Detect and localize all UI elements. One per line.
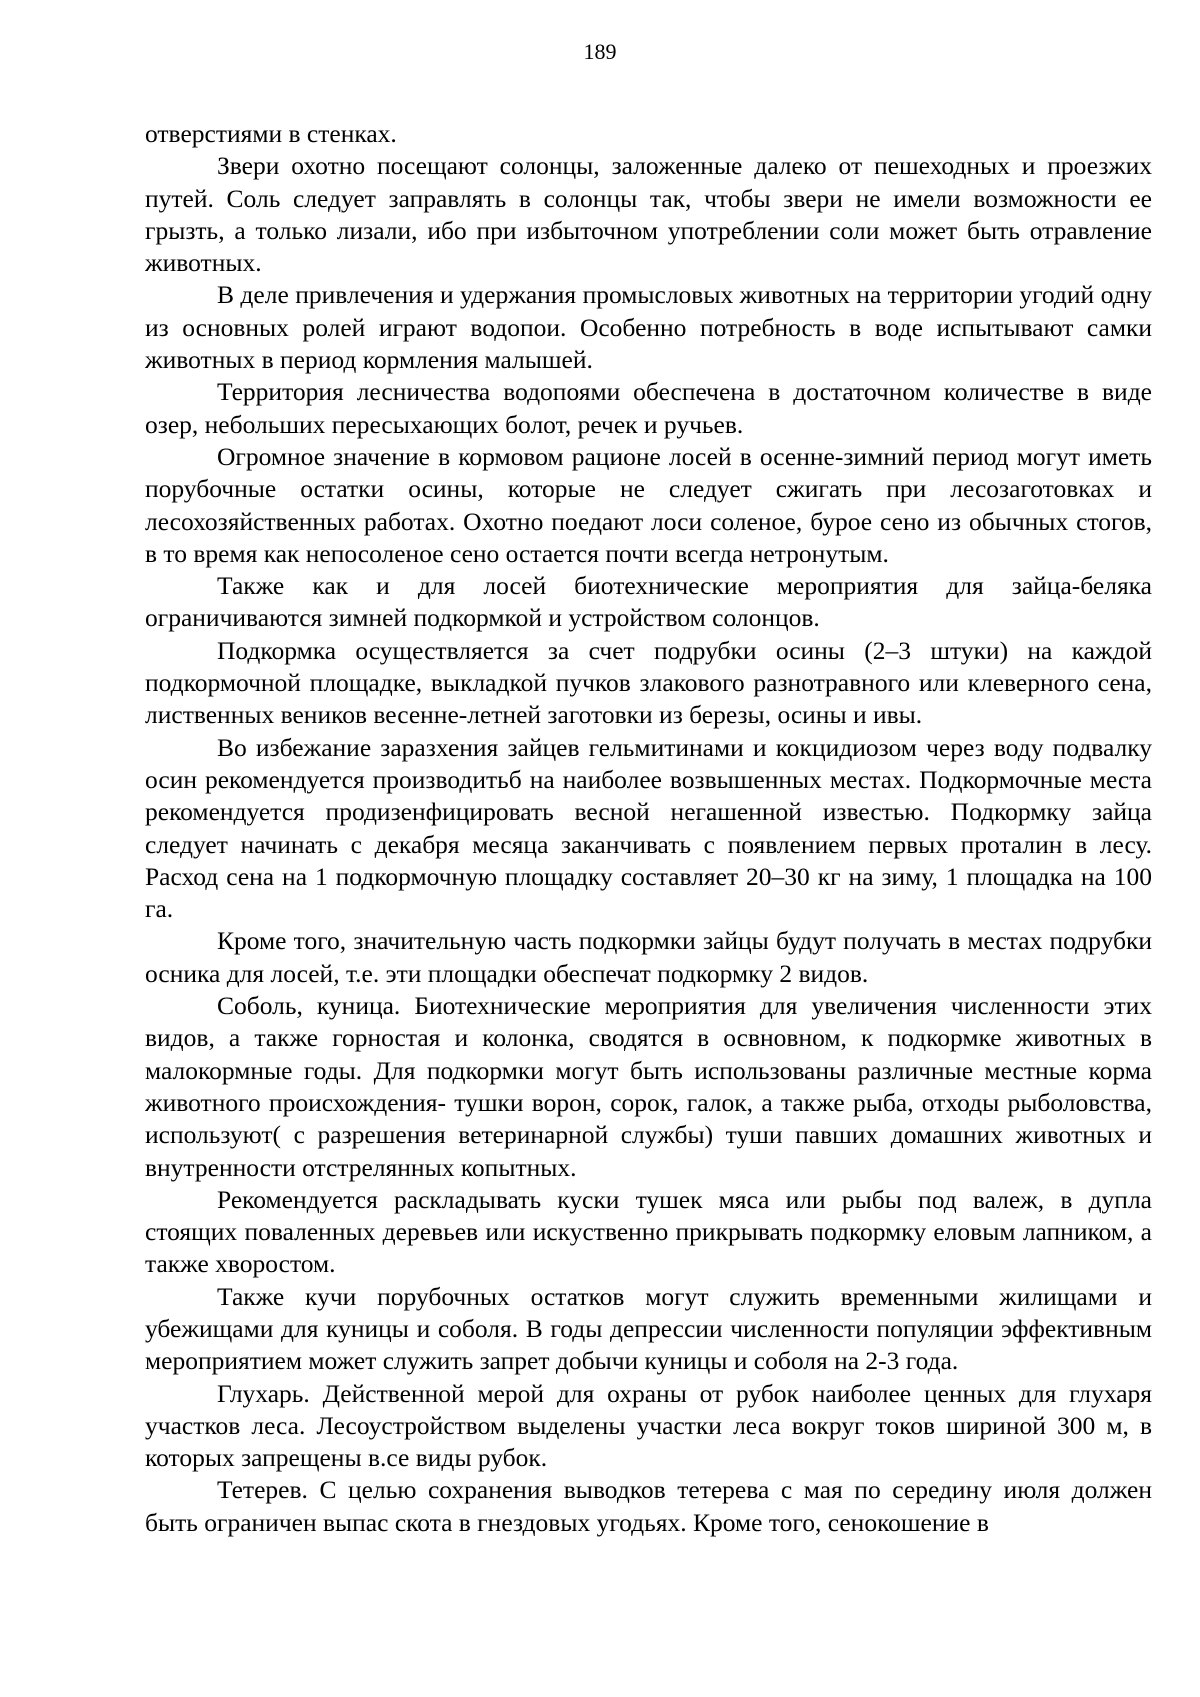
paragraph-black-grouse: Тетерев. С целью сохранения выводков тетерева с мая по середину июля должен быть ограничен выпас скота в гнездовых угодьях. Кроме того, сенокошение в — [145, 1475, 1152, 1537]
paragraph-carcass-placement: Рекомендуется раскладывать куски тушек мяса или рыбы под валеж, в дупла стоящих поваленных деревьев или искуственно прикрывать подкормку еловым лапником, а также хворостом. — [145, 1184, 1152, 1279]
paragraph-moose-feeding: Огромное значение в кормовом рационе лосей в осенне-зимний период могут иметь порубочные остатки осины, которые не следует сжигать при лесозаготовках и лесохозяйственных работах. Охотно поедают лоси соленое, бурое сено из обычных стогов, в то время как непосоленое сено остается почти всегда нетронутым. — [145, 441, 1152, 568]
paragraph-hare-measures: Также как и для лосей биотехнические мероприятия для зайца-беляка ограничиваются зимней подкормкой и устройством солонцов. — [145, 571, 1152, 633]
page-number: 189 — [583, 39, 617, 64]
paragraph-capercaillie: Глухарь. Действенной мерой для охраны от рубок наиболее ценных для глухаря участков леса. Лесоустройством выделены участки леса вокруг токов шириной 300 м, в которых запрещены в.се виды рубок. — [145, 1378, 1152, 1473]
paragraph-continuation: отверстиями в стенках. — [145, 119, 397, 148]
paragraph-sable-marten: Соболь, куница. Биотехнические мероприятия для увеличения численности этих видов, а также горностая и колонка, сводятся в освновном, к подкормке животных в малокормные годы. Для подкормки могут быть использованы различные местные корма животного происхождения- тушки ворон, сорок, галок, а также рыба, отходы рыболовства, используют( с разрешения ветеринарной службы) туши павших домашних животных и внутренности отстрелянных копытных. — [145, 991, 1152, 1182]
paragraph-salt-licks: Звери охотно посещают солонцы, заложенные далеко от пешеходных и проезжих путей. Соль следует заправлять в солонцы так, чтобы звери не имели возможности ее грызть, а только лизали, ибо при избыточном употреблении соли может быть отравление животных. — [145, 151, 1152, 278]
paragraph-forestry-water-supply: Территория лесничества водопоями обеспечена в достаточном количестве в виде озер, небольших пересыхающих болот, речек и ручьев. — [145, 377, 1152, 439]
paragraph-watering-places: В деле привлечения и удержания промысловых животных на территории угодий одну из основных ролей играют водопои. Особенно потребность в воде испытывают самки животных в период кормления малышей. — [145, 280, 1152, 375]
paragraph-shelters: Также кучи порубочных остатков могут служить временными жилищами и убежищами для куницы и соболя. В годы депрессии численности популяции эффективным мероприятием может служить запрет добычи куницы и соболя на 2-3 года. — [145, 1281, 1152, 1376]
paragraph-infection-prevention: Во избежание заразхения зайцев гельмитинами и кокцидиозом через воду подвалку осин рекомендуется производитьб на наиболее возвышенных местах. Подкормочные места рекомендуется продизенфицировать весной негашенной известью. Подкормку зайца следует начинать с декабря месяца заканчивать с появлением первых проталин в лесу. Расход сена на 1 подкормочную площадку составляет 20–30 кг на зиму, 1 площадка на 100 га. — [145, 732, 1152, 924]
paragraph-additional-feeding: Кроме того, значительную часть подкормки зайцы будут получать в местах подрубки осника для лосей, т.е. эти площадки обеспечат подкормку 2 видов. — [145, 926, 1152, 988]
paragraph-feeding-supply: Подкормка осуществляется за счет подрубки осины (2–3 штуки) на каждой подкормочной площадке, выкладкой пучков злакового разнотравного или клеверного сена, лиственных веников весенне-летней заготовки из березы, осины и ивы. — [145, 635, 1152, 730]
page-body — [145, 118, 1152, 1539]
